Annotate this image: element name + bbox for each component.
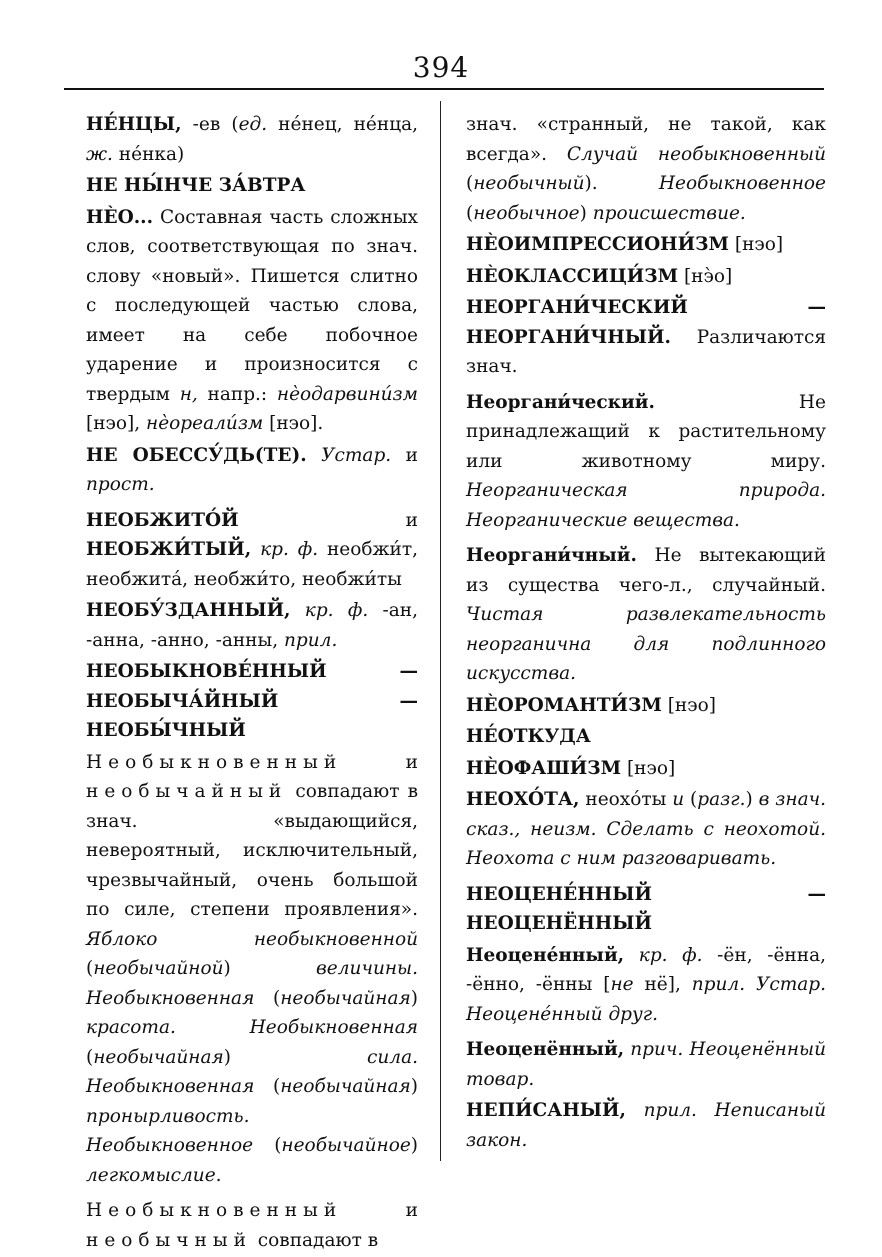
entry-neofashizm: НЀОФАШИ́ЗМ [нэо] — [466, 757, 676, 779]
entry-ne-obessud: НЕ ОБЕССУ́ДЬ(ТЕ). Устар. и прост. — [86, 444, 418, 495]
paragraph-neobyknovenny-1: Необыкновенный и необычайный совпадают в знач. «выдающийся, невероятный, исключительный, чрезвычайный, очень большой по силе, степени проявления». Яблоко необыкновенной (необычайной) величины. Необыкновенная (необычайная) красота. Необыкновенная (необычайная) сила. Необыкновенная (необычайная) пронырливость. Необыкновенное (необычайное) легкомыслие. — [86, 751, 418, 1186]
column-divider — [440, 101, 441, 1161]
headword: НЀОФАШИ́ЗМ — [466, 757, 622, 779]
entry-ne-nynche-zavtra — [86, 171, 418, 201]
headword: НЕОБЫКНОВЕ́ННЫЙ — НЕОБЫЧА́ЙНЫЙ — НЕОБЫ́ЧНЫЙ — [86, 661, 418, 741]
subheadword: Неоцене́нный, — [466, 944, 625, 966]
entry-nepisany: НЕПИ́САНЫЙ, прил. Неписаный закон. — [466, 1100, 826, 1151]
headword: НЀОРОМАНТИ́ЗМ — [466, 694, 662, 716]
page-number: 394 — [412, 51, 470, 84]
paragraph-neobyknovenny-2: Необыкновенный и необычный совпадают в — [86, 1200, 418, 1251]
entry-neoklassitsizm: НЀОКЛАССИЦИ́ЗМ [нэ̀о] — [466, 265, 733, 287]
headword: НЕОБУ́ЗДАННЫЙ, — [86, 600, 291, 621]
headword: НЀОИМПРЕССИОНИ́ЗМ — [466, 234, 729, 255]
entry-nentsy: НЕ́НЦЫ, -ев (ед. не́нец, не́нца, ж. не́нка) — [86, 114, 418, 165]
entry-neorganicheskiy: НЕОРГАНИ́ЧЕСКИЙ — НЕОРГАНИ́ЧНЫЙ. Различаются знач. — [466, 297, 826, 377]
headword: НЕ НЫ́НЧЕ ЗА́ВТРА — [86, 175, 306, 196]
header-rule — [64, 88, 824, 90]
subheadword: Неоргани́чный. — [466, 545, 637, 566]
headword: НЕОБЖИТО́Й — [86, 509, 239, 531]
headword: НЕОЦЕНЕ́ННЫЙ — НЕОЦЕНЁННЫЙ — [466, 883, 826, 934]
headword: НЕ́НЦЫ, — [86, 114, 182, 135]
entry-neoromantizm: НЀОРОМАНТИ́ЗМ [нэо] — [466, 694, 716, 716]
entry-neoimpressionizm: НЀОИМПРЕССИОНИ́ЗМ [нэо] — [466, 234, 784, 255]
left-column — [86, 110, 418, 1257]
headword: НЕПИ́САНЫЙ, — [466, 1100, 626, 1121]
entry-neobuzdanny: НЕОБУ́ЗДАННЫЙ, кр. ф. -ан, -анна, -анно, -анны, прил. — [86, 600, 418, 651]
headword: НЀОКЛАССИЦИ́ЗМ — [466, 265, 679, 287]
entry-neobyknovenny — [86, 657, 418, 746]
paragraph-neobyknovenny-2-continued: знач. «странный, не такой, как всегда». Случай необыкновенный (необычный). Необыкновенное (необычное) происшествие. — [466, 114, 826, 224]
entry-neotsenenny-adj: Неоцене́нный, кр. ф. -ён, -ённа, -ённо, -ённы [не нё], прил. Устар. Неоцене́нный друг. — [466, 944, 826, 1025]
entry-neokhota: НЕОХО́ТА, неохо́ты и (разг.) в знач. сказ., неизм. Сделать с неохотой. Неохота с ним разговаривать. — [466, 789, 826, 869]
entry-neo: НЀО... Составная часть сложных слов, соответствующая по знач. слову «новый». Пишется слитно с последующей частью слова, имеет на себе побочное ударение и произносится с твердым н, напр.: нѐодарвини́зм [нэо], нѐореали́зм [нэо]. — [86, 206, 418, 434]
right-column — [466, 110, 826, 1157]
headword: НЕОРГАНИ́ЧЕСКИЙ — НЕОРГАНИ́ЧНЫЙ. — [466, 297, 826, 348]
subheadword: Неоргани́ческий. — [466, 391, 655, 413]
entry-neotsenenny — [466, 880, 826, 939]
entry-neotsenenny-prich: Неоценённый, прич. Неоценённый товар. — [466, 1039, 826, 1090]
headword: НЕ́ОТКУДА — [466, 726, 591, 747]
entry-neotkuda — [466, 722, 826, 752]
headword: НЕОХО́ТА, — [466, 789, 580, 810]
headword: НЕ ОБЕССУ́ДЬ(ТЕ). — [86, 444, 307, 466]
entry-neorganicheskiy-sense: Неоргани́ческий. Не принадлежащий к растительному или животному миру. Неорганическая природа. Неорганические вещества. — [466, 391, 826, 531]
entry-neorganichny-sense: Неоргани́чный. Не вытекающий из существа чего-л., случайный. Чистая развлекательность неорганична для подлинного искусства. — [466, 545, 826, 684]
entry-neobzhitoy: НЕОБЖИТО́Й и НЕОБЖИ́ТЫЙ, кр. ф. необжи́т, необжита́, необжи́то, необжи́ты — [86, 509, 418, 590]
headword: НЀО... — [86, 206, 154, 228]
headword: НЕОБЖИ́ТЫЙ, — [86, 539, 252, 560]
subheadword: Неоценённый, — [466, 1039, 625, 1060]
